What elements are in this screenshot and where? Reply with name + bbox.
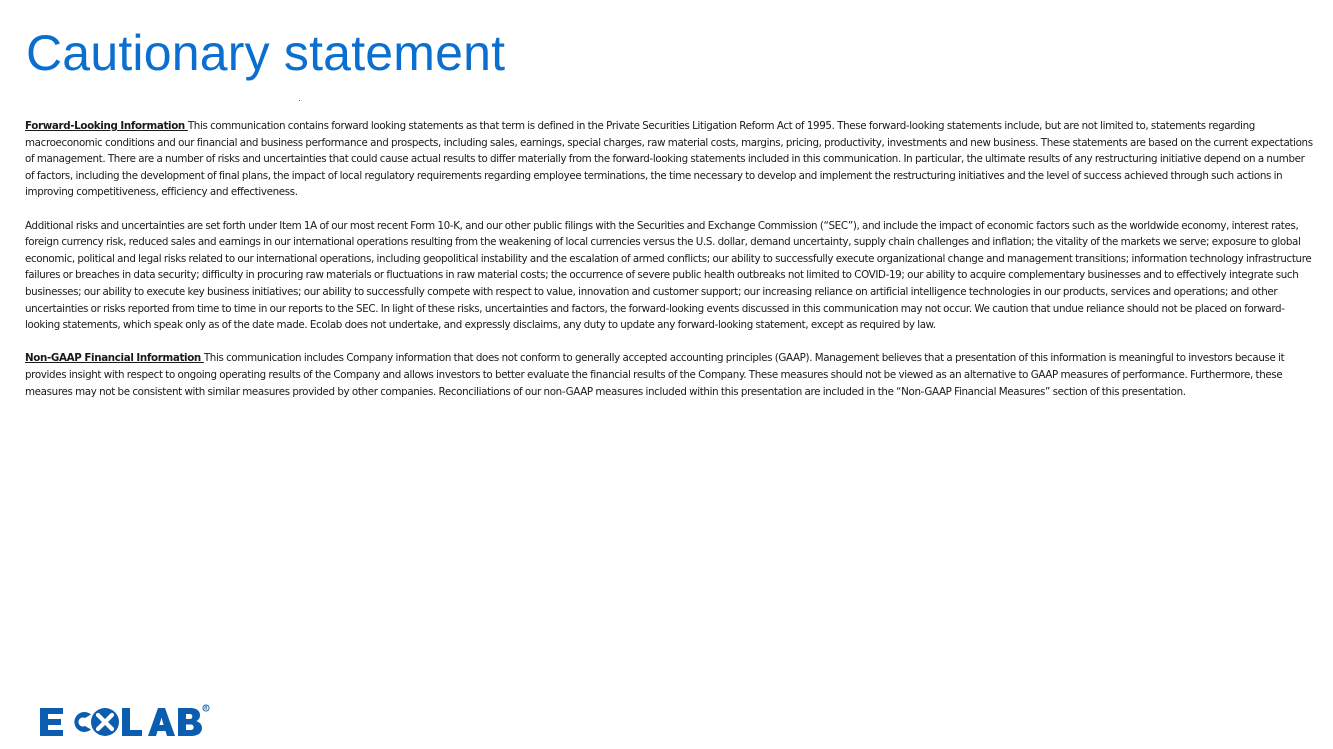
- additional-risks-paragraph: Additional risks and uncertainties are set forth under Item 1A of our most recent Form 10-K, and our other public filings with the Securities and Exchange Commission (“SEC”), and include the impact of economic factors such as the worldwide economy, interest rates, foreign currency risk, reduced sales and earnings in our international operations resulting from the weakening of local currencies versus the U.S. dollar, demand uncertainty, supply chain challenges and inflation; the vitality of the markets we serve; exposure to global economic, political and legal risks related to our international operations, including geopolitical instability and the escalation of armed conflicts; our ability to successfully execute organizational change and management transitions; information technology infrastructure failures or breaches in data security; difficulty in procuring raw materials or fluctuations in raw material costs; the occurrence of severe public health outbreaks not limited to COVID-19; our ability to acquire complementary businesses and to effectively integrate such businesses; our ability to execute key business initiatives; our ability to successfully compete with respect to value, innovation and customer support; our increasing reliance on artificial intelligence technologies in our products, services and operations; and other uncertainties or risks reported from time to time in our reports to the SEC. In light of these risks, uncertainties and factors, the forward-looking events discussed in this communication may not occur. We caution that undue reliance should not be placed on forward-looking statements, which speak only as of the date made. Ecolab does not undertake, and expressly disclaims, any duty to update any forward-looking statement, except as required by law.: [25, 219, 1312, 332]
- forward-looking-heading: Forward-Looking Information: [25, 120, 188, 132]
- non-gaap-text: This communication includes Company information that does not conform to generally accepted accounting principles (GAAP). Management believes that a presentation of this information is meaningful to investors because it provides insight with respect to ongoing operating results of the Company and allows investors to better evaluate the financial results of the Company. These measures should not be viewed as an alternative to GAAP measures of performance. Furthermore, these measures may not be consistent with similar measures provided by other companies. Reconciliations of our non-GAAP measures included within this presentation are included in the “Non-GAAP Financial Measures” section of this presentation.: [25, 352, 1285, 398]
- non-gaap-paragraph: [25, 350, 1313, 400]
- decorative-dot: [299, 100, 300, 101]
- non-gaap-heading: Non-GAAP Financial Information: [25, 352, 204, 365]
- page-title: Cautionary statement: [26, 25, 506, 81]
- cautionary-text: [25, 118, 1313, 417]
- forward-looking-text: This communication contains forward looking statements as that term is defined in the Private Securities Litigation Reform Act of 1995. These forward-looking statements include, but are not limited to, statements regarding macroeconomic conditions and our financial and business performance and prospects, including sales, earnings, special charges, raw material costs, margins, pricing, productivity, investments and new business. These statements are based on the current expectations of management. There are a number of risks and uncertainties that could cause actual results to differ materially from the forward-looking statements included in this communication. In particular, the ultimate results of any restructuring initiative depend on a number of factors, including the development of final plans, the impact of local regulatory requirements regarding employee terminations, the time necessary to develop and implement the restructuring initiatives and the level of success achieved through such actions in improving competitiveness, efficiency and effectiveness.: [25, 120, 1313, 199]
- ecolab-logo: [38, 700, 210, 744]
- forward-looking-paragraph: [25, 118, 1313, 201]
